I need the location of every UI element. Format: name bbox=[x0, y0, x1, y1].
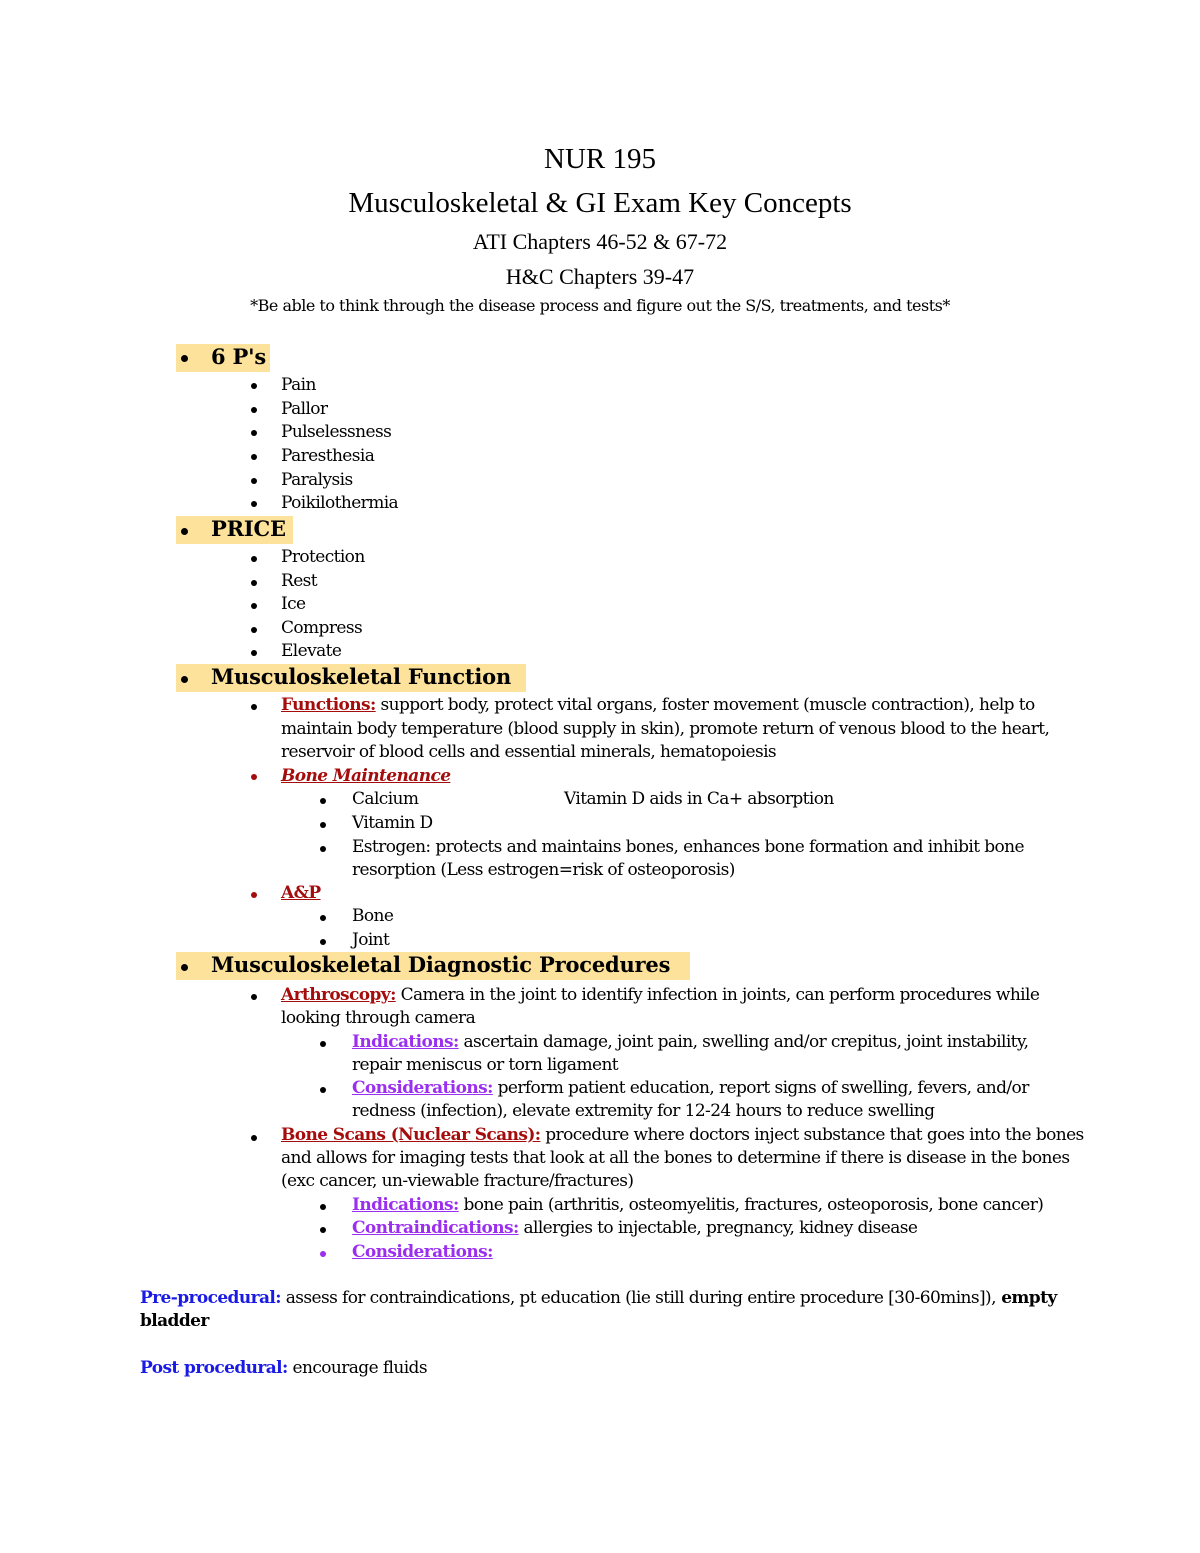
section-heading-6ps: 6 P's bbox=[211, 344, 266, 369]
list-item: Paralysis bbox=[281, 470, 353, 490]
bullet-icon bbox=[251, 454, 257, 460]
bullet-icon bbox=[181, 676, 188, 683]
list-item: Rest bbox=[281, 571, 318, 591]
functions-line-2: maintain body temperature (blood supply in skin), promote return of venous blood to the heart, bbox=[281, 719, 1050, 739]
bullet-icon bbox=[320, 915, 326, 921]
bullet-icon bbox=[251, 994, 257, 1000]
list-item: Joint bbox=[352, 930, 390, 950]
bullet-icon bbox=[251, 704, 257, 710]
bullet-icon bbox=[251, 603, 257, 609]
arthroscopy-considerations-1: Considerations: perform patient education, report signs of swelling, fevers, and/or bbox=[352, 1078, 1029, 1098]
bullet-icon bbox=[251, 627, 257, 633]
list-item: Vitamin D bbox=[352, 813, 433, 833]
list-item: Pallor bbox=[281, 399, 328, 419]
bone-scan-indications: Indications: bone pain (arthritis, osteomyelitis, fractures, osteoporosis, bone cancer) bbox=[352, 1195, 1044, 1215]
estrogen-line-1: Estrogen: protects and maintains bones, enhances bone formation and inhibit bone bbox=[352, 837, 1024, 857]
list-item: Pain bbox=[281, 375, 316, 395]
ap-label: A&P bbox=[281, 883, 321, 903]
bone-scan-contraindications: Contraindications: allergies to injectable, pregnancy, kidney disease bbox=[352, 1218, 918, 1238]
course-title: NUR 195 bbox=[544, 143, 656, 175]
bone-scan-line-3: (exc cancer, un-viewable fracture/fractures) bbox=[281, 1171, 634, 1191]
list-item: Poikilothermia bbox=[281, 493, 399, 513]
arthroscopy-line-1: Arthroscopy: Camera in the joint to identify infection in joints, can perform procedures while bbox=[281, 985, 1040, 1005]
estrogen-line-2: resorption (Less estrogen=risk of osteoporosis) bbox=[352, 860, 735, 880]
section-heading-diagnostics: Musculoskeletal Diagnostic Procedures bbox=[211, 952, 671, 977]
functions-line-1: Functions: support body, protect vital organs, foster movement (muscle contraction), help to bbox=[281, 695, 1035, 715]
bullet-icon bbox=[251, 650, 257, 656]
hc-chapters: H&C Chapters 39-47 bbox=[505, 264, 695, 289]
list-item: Calcium bbox=[352, 789, 419, 809]
bullet-icon bbox=[251, 892, 257, 898]
post-procedural-label: Post procedural: bbox=[140, 1358, 288, 1378]
bullet-icon bbox=[251, 383, 257, 389]
calcium-note: Vitamin D aids in Ca+ absorption bbox=[564, 789, 834, 809]
list-item: Compress bbox=[281, 618, 363, 638]
section-heading-function: Musculoskeletal Function bbox=[211, 664, 512, 689]
bullet-icon bbox=[251, 580, 257, 586]
ati-chapters: ATI Chapters 46-52 & 67-72 bbox=[472, 229, 728, 254]
bone-scan-line-1: Bone Scans (Nuclear Scans): procedure where doctors inject substance that goes into the bones bbox=[281, 1125, 1084, 1145]
list-item: Paresthesia bbox=[281, 446, 375, 466]
functions-label: Functions: bbox=[281, 695, 376, 715]
bullet-icon bbox=[320, 822, 326, 828]
bullet-icon bbox=[251, 407, 257, 413]
bullet-icon bbox=[320, 1041, 326, 1047]
pre-procedural-line-2: bladder bbox=[140, 1311, 209, 1331]
section-heading-price: PRICE bbox=[211, 516, 286, 541]
bullet-icon bbox=[251, 1135, 257, 1141]
bullet-icon bbox=[320, 939, 326, 945]
bullet-icon bbox=[320, 846, 326, 852]
bullet-icon bbox=[320, 1227, 326, 1233]
bullet-icon bbox=[181, 964, 188, 971]
bullet-icon bbox=[251, 430, 257, 436]
bone-maintenance-label: Bone Maintenance bbox=[281, 766, 451, 786]
post-procedural-line: Post procedural: encourage fluids bbox=[140, 1358, 427, 1378]
bullet-icon bbox=[251, 556, 257, 562]
list-item: Protection bbox=[281, 547, 365, 567]
arthroscopy-line-2: looking through camera bbox=[281, 1008, 476, 1028]
bone-scan-label: Bone Scans (Nuclear Scans): bbox=[281, 1125, 541, 1145]
bullet-icon bbox=[181, 528, 188, 535]
bone-scan-line-2: and allows for imaging tests that look at all the bones to determine if there is disease in the bones bbox=[281, 1148, 1070, 1168]
pre-procedural-label: Pre-procedural: bbox=[140, 1288, 281, 1308]
bullet-icon bbox=[251, 478, 257, 484]
bullet-icon bbox=[320, 1204, 326, 1210]
document-title: Musculoskeletal & GI Exam Key Concepts bbox=[348, 187, 852, 219]
bullet-icon bbox=[320, 1087, 326, 1093]
functions-line-3: reservoir of blood cells and essential minerals, hematopoiesis bbox=[281, 742, 777, 762]
header-note: *Be able to think through the disease process and figure out the S/S, treatments, and tests* bbox=[250, 296, 950, 315]
bullet-icon bbox=[251, 501, 257, 507]
pre-procedural-line-1: Pre-procedural: assess for contraindications, pt education (lie still during entire procedure [30-60mins]), empty bbox=[140, 1288, 1057, 1308]
arthroscopy-label: Arthroscopy: bbox=[281, 985, 396, 1005]
arthroscopy-indications-1: Indications: ascertain damage, joint pain, swelling and/or crepitus, joint instability, bbox=[352, 1032, 1029, 1052]
bullet-icon bbox=[251, 774, 257, 780]
arthroscopy-considerations-2: redness (infection), elevate extremity for 12-24 hours to reduce swelling bbox=[352, 1101, 935, 1121]
bullet-icon bbox=[181, 355, 188, 362]
bone-scan-considerations: Considerations: bbox=[352, 1242, 493, 1262]
list-item: Pulselessness bbox=[281, 422, 392, 442]
list-item: Bone bbox=[352, 906, 394, 926]
list-item: Elevate bbox=[281, 641, 342, 661]
list-item: Ice bbox=[281, 594, 306, 614]
bullet-icon bbox=[320, 798, 326, 804]
arthroscopy-indications-2: repair meniscus or torn ligament bbox=[352, 1055, 619, 1075]
bullet-icon bbox=[320, 1251, 326, 1257]
